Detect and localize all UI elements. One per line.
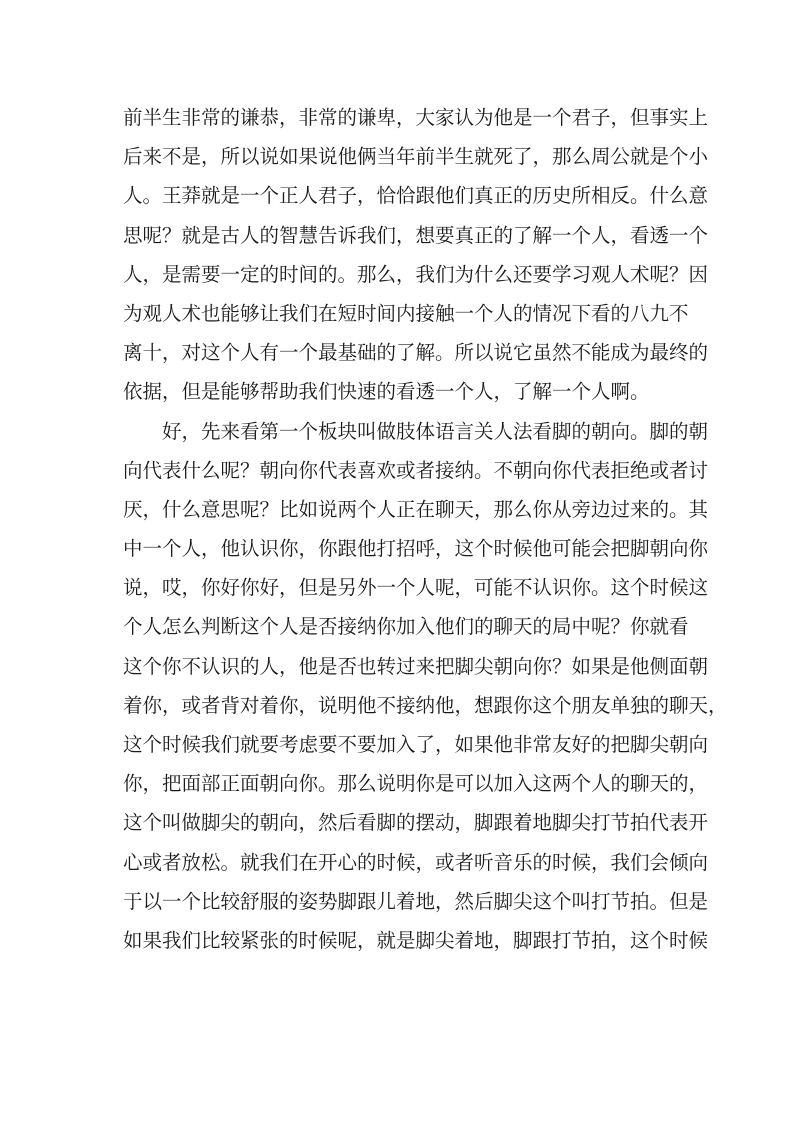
text-line: 心或者放松。就我们在开心的时候，或者听音乐的时候，我们会倾向 xyxy=(123,850,709,874)
body-text xyxy=(123,98,728,960)
text-line: 好，先来看第一个板块叫做肢体语言关人法看脚的朝向。脚的朝 xyxy=(162,419,709,443)
text-line: 着你，或者背对着你，说明他不接纳他，想跟你这个朋友单独的聊天， xyxy=(123,693,728,717)
text-line: 前半生非常的谦恭，非常的谦卑，大家认为他是一个君子，但事实上 xyxy=(123,106,709,129)
text-line: 人，是需要一定的时间的。那么，我们为什么还要学习观人术呢？因 xyxy=(123,262,709,286)
text-line: 说，哎，你好你好，但是另外一个人呢，可能不认识你。这个时候这 xyxy=(123,576,709,600)
text-line: 这个时候我们就要考虑要不要加入了，如果他非常友好的把脚尖朝向 xyxy=(123,733,709,756)
text-line: 依据，但是能够帮助我们快速的看透一个人，了解一个人啊。 xyxy=(123,380,650,404)
text-line: 这个你不认识的人，他是否也转过来把脚尖朝向你？如果是他侧面朝 xyxy=(123,654,709,678)
text-line: 离十，对这个人有一个最基础的了解。所以说它虽然不能成为最终的 xyxy=(123,341,709,365)
text-line: 人。王莽就是一个正人君子，恰恰跟他们真正的历史所相反。什么意 xyxy=(123,184,709,208)
text-line: 于以一个比较舒服的姿势脚跟儿着地，然后脚尖这个叫打节拍。但是 xyxy=(123,889,709,913)
text-line: 为观人术也能够让我们在短时间内接触一个人的情况下看的八九不 xyxy=(123,301,689,325)
text-line: 你，把面部正面朝向你。那么说明你是可以加入这两个人的聊天的， xyxy=(123,772,709,796)
text-line: 思呢？就是古人的智慧告诉我们，想要真正的了解一个人，看透一个 xyxy=(123,223,709,247)
text-line: 个人怎么判断这个人是否接纳你加入他们的聊天的局中呢？你就看 xyxy=(123,615,689,639)
text-line: 后来不是，所以说如果说他俩当年前半生就死了，那么周公就是个小 xyxy=(123,145,709,169)
text-line: 厌，什么意思呢？比如说两个人正在聊天，那么你从旁边过来的。其 xyxy=(123,497,709,521)
text-line: 中一个人，他认识你，你跟他打招呼，这个时候他可能会把脚朝向你 xyxy=(123,537,709,561)
text-line: 如果我们比较紧张的时候呢，就是脚尖着地，脚跟打节拍，这个时候 xyxy=(123,928,709,952)
text-line: 向代表什么呢？朝向你代表喜欢或者接纳。不朝向你代表拒绝或者讨 xyxy=(123,458,709,482)
text-line: 这个叫做脚尖的朝向，然后看脚的摆动，脚跟着地脚尖打节拍代表开 xyxy=(123,811,709,835)
